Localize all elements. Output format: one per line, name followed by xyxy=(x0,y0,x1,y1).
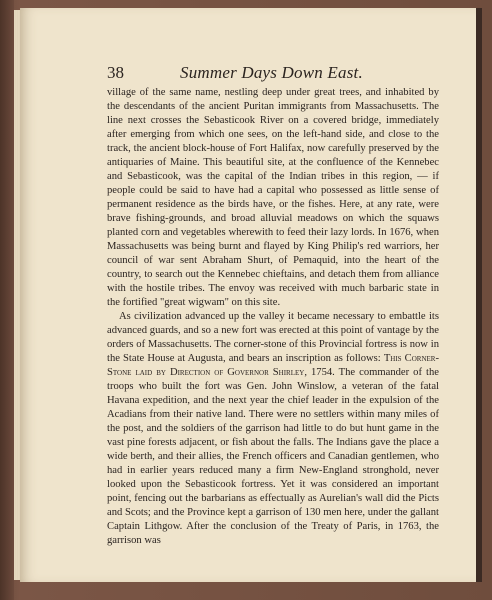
paragraph-2 xyxy=(107,310,439,548)
body-text xyxy=(107,86,439,548)
paragraph-2-text-after: The commander of the troops who built the fort was Gen. John Winslow, a veteran of the fatal Havana expedition, and the next year the chief leader in the expulsion of the Acadians from their native land. There were no settlers within many miles of the post, and the soldiers of the garrison had little to do but hunt game in the vast pine forests adjacent, or fish about the falls. The Indians gave the place a wide berth, and their allies, the French officers and Canadian gentlemen, who had in earlier years reduced many a firm New-England stronghold, never looked upon the Sebasticook fortress. Yet it was considered an important point, fencing out the barbarians as effectually as Aurelian's wall did the Picts and Scots; and the Province kept a garrison of 130 men here, under the gallant Captain Lithgow. After the conclusion of the Treaty of Paris, in 1763, the garrison was xyxy=(107,367,439,546)
page-number: 38 xyxy=(107,63,124,82)
paragraph-1: village of the same name, nestling deep under great trees, and inhabited by the descendants of the ancient Puritan immigrants from Massachusetts. The line next crosses the Sebasticook River on a covered bridge, immediately after emerging from which one sees, on the left-hand side, and close to the track, the ancient block-house of Fort Halifax, now carefully preserved by the antiquaries of Maine. This beautiful site, at the confluence of the Kennebec and Sebasticook, was the capital of the Indian tribes in this region, — if people could be said to have had a capital who possessed as little sense of permanent residence as the birds have, or the fishes. Here, at any rate, were brave fishing-grounds, and broad alluvial meadows on which the squaws planted corn and vegetables wherewith to feed their lazy lords. In 1676, when Massachusetts was being burnt and flayed by King Philip's red warriors, her council of war sent Abraham Shurt, of Pemaquid, into the heart of the country, to search out the Kennebec chieftains, and detach them from alliance with the hostile tribes. The envoy was received with much barbaric state in the fortified "great wigwam" on this site. xyxy=(107,87,439,308)
running-title: Summer Days Down East. xyxy=(180,63,363,82)
book-spine-shadow xyxy=(0,0,14,600)
cornerstone-inscription: This Corner-Stone laid by Direction of Governor Shirley, 1754. xyxy=(107,353,439,378)
running-head xyxy=(107,63,377,85)
paragraph-2-text-before: As civilization advanced up the valley it became necessary to embattle its advanced guards, and so a new fort was erected at this point of vantage by the orders of Massachusetts. The corner-stone of this Provincial fortress is now in the State House at Augusta, and bears an inscription as follows: xyxy=(107,311,439,364)
right-cover-edge xyxy=(476,8,482,582)
